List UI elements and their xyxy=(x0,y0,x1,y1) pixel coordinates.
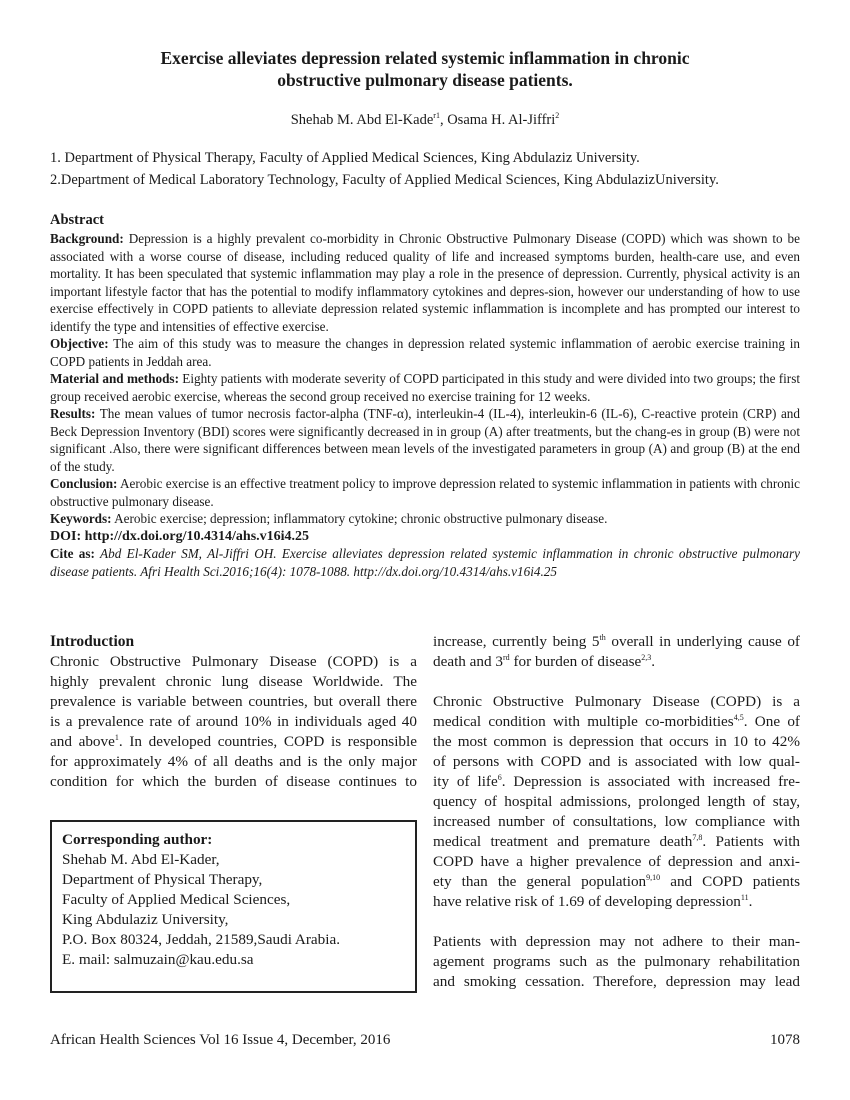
paragraph-break xyxy=(433,912,800,932)
section-text: Eighty patients with moderate severity of COPD participated in this study and were divided into two groups; the first group received aerobic exercise, whereas the second group received no exercise training for 12 weeks. xyxy=(50,371,800,404)
text-segment: . Patients with xyxy=(702,833,801,850)
section-label: Material and methods: xyxy=(50,371,179,386)
corresponding-line: Shehab M. Abd El-Kader, xyxy=(62,851,220,868)
text-segment: and COPD patients xyxy=(660,873,800,890)
text-segment: Patients with depression may not adhere to their man- xyxy=(433,933,800,950)
citation-superscript: th xyxy=(599,633,606,642)
text-line xyxy=(50,672,417,692)
text-segment: . xyxy=(651,653,656,670)
page-number: 1078 xyxy=(770,1032,800,1048)
text-segment: ity of life xyxy=(433,773,498,790)
text-line xyxy=(433,832,800,852)
text-line xyxy=(433,852,800,872)
article-title xyxy=(0,47,850,91)
affiliation-1: 1. Department of Physical Therapy, Faculty of Applied Medical Sciences, King Abdulaziz University. xyxy=(50,150,640,166)
citation-superscript: 9,10 xyxy=(646,873,661,882)
text-segment: have relative risk of 1.69 of developing depression xyxy=(433,893,741,910)
abstract-section-keywords xyxy=(50,510,800,528)
text-line xyxy=(433,892,800,912)
section-label: Results: xyxy=(50,406,96,421)
text-segment: . In developed countries, COPD is responsible xyxy=(118,733,417,750)
text-segment: . xyxy=(748,893,753,910)
text-line xyxy=(433,812,800,832)
text-segment: . Depression is associated with increased fre- xyxy=(501,773,801,790)
corresponding-line: King Abdulaziz University, xyxy=(62,911,229,928)
text-segment: prevalence is variable between countries, but overall there xyxy=(50,693,417,710)
section-text: Aerobic exercise is an effective treatment policy to improve depression related to systemic inflammation in patients with chronic obstructive pulmonary disease. xyxy=(50,476,800,509)
doi-link[interactable]: DOI: http://dx.doi.org/10.4314/ahs.v16i4.25 xyxy=(50,528,310,544)
section-text: The mean values of tumor necrosis factor-alpha (TNF-α), interleukin-4 (IL-4), interleukin-6 (IL-6), C-reactive protein (CRP) and Beck Depression Inventory (BDI) scores were significantly decreased in in group (A) after treatments, but the chang-es in group (B) were not significant .Also, there were significant differences between mean levels of the investigated parameters in group (A) and group (B) at the end of the study. xyxy=(50,406,800,474)
author-list xyxy=(0,112,850,129)
text-segment: for burden of disease xyxy=(509,653,642,670)
citation-superscript: 11 xyxy=(740,893,749,902)
text-segment: Chronic Obstructive Pulmonary Disease (COPD) is a xyxy=(433,693,800,710)
text-segment: overall in underlying cause of xyxy=(605,633,800,650)
text-line xyxy=(433,872,800,892)
introduction-heading: Introduction xyxy=(50,633,135,650)
text-line xyxy=(433,792,800,812)
citation-superscript: 1 xyxy=(114,733,119,742)
text-segment: ety than the general population xyxy=(433,873,647,890)
page-footer xyxy=(50,1032,800,1049)
author-superscript: r1 xyxy=(433,111,440,120)
text-segment: medical condition with multiple co-morbidities xyxy=(433,713,734,730)
text-segment: quency of hospital admissions, prolonged length of stay, xyxy=(433,793,800,810)
cite-text: Abd El-Kader SM, Al-Jiffri OH. Exercise alleviates depression related systemic inflammation in chronic obstructive pulmonary disease patients. Afri Health Sci.2016;16(4): 1078-1088. http://dx.doi.org/10.4314/ahs.v16i4.25 xyxy=(50,546,800,579)
citation-superscript: 6 xyxy=(497,773,502,782)
section-text: The aim of this study was to measure the changes in depression related systemic inflammation of aerobic exercise training in COPD patients in Jeddah area. xyxy=(50,336,800,369)
abstract-section-results xyxy=(50,405,800,475)
corresponding-heading: Corresponding author: xyxy=(62,831,213,848)
section-text: Depression is a highly prevalent co-morbidity in Chronic Obstructive Pulmonary Disease (COPD) which was shown to be associated with a worse course of disease, including reduced quality of life and increased symptoms burden, health-care use, and even mortality. It has been speculated that systemic inflammation may play a role in the presence of depression. Currently, physical activity is an important lifestyle factor that has the potential to modify inflammatory cytokines and depres-sion, however our understanding of how to use exercise effectively in COPD patients to alleviate depression related systemic inflammation is incomplete and has prompted our interest to identify the type and intensities of effective exercise. xyxy=(50,231,800,334)
corresponding-line: P.O. Box 80324, Jeddah, 21589,Saudi Arabia. xyxy=(62,931,341,948)
journal-info: African Health Sciences Vol 16 Issue 4, December, 2016 xyxy=(50,1032,391,1048)
author-name: Shehab M. Abd El-Kade xyxy=(290,112,434,128)
citation xyxy=(50,545,800,580)
text-segment: and above xyxy=(50,733,115,750)
text-segment: death and 3 xyxy=(433,653,504,670)
text-line xyxy=(50,732,417,752)
citation-superscript: rd xyxy=(503,653,510,662)
author-name: , Osama H. Al-Jiffri xyxy=(439,112,556,128)
text-segment: for approximately 4% of all deaths and is the only major xyxy=(50,753,417,770)
text-line xyxy=(50,772,417,792)
abstract-section-background xyxy=(50,230,800,335)
text-segment: increased number of consultations, low compliance with xyxy=(433,813,800,830)
corresponding-author-box xyxy=(50,820,417,993)
citation-superscript: 2,3 xyxy=(641,653,652,662)
section-text: Aerobic exercise; depression; inflammatory cytokine; chronic obstructive pulmonary disease. xyxy=(111,511,608,526)
corresponding-line: Department of Physical Therapy, xyxy=(62,871,263,888)
text-line xyxy=(433,712,800,732)
title-line: obstructive pulmonary disease patients. xyxy=(277,70,573,90)
section-label: Background: xyxy=(50,231,124,246)
text-line xyxy=(433,972,800,992)
text-segment: medical treatment and premature death xyxy=(433,833,693,850)
text-line xyxy=(433,772,800,792)
right-column xyxy=(433,632,800,992)
text-segment: agement programs such as the pulmonary rehabilitation xyxy=(433,953,800,970)
text-segment: . One of xyxy=(743,713,800,730)
paragraph-break xyxy=(433,672,800,692)
text-line xyxy=(50,652,417,672)
text-line xyxy=(433,952,800,972)
section-label: Conclusion: xyxy=(50,476,118,491)
citation-superscript: 7,8 xyxy=(692,833,703,842)
title-line: Exercise alleviates depression related systemic inflammation in chronic xyxy=(160,48,690,68)
corresponding-email[interactable]: E. mail: salmuzain@kau.edu.sa xyxy=(62,951,254,968)
text-segment: COPD have a higher prevalence of depression and anxi- xyxy=(433,853,800,870)
abstract-section-conclusion xyxy=(50,475,800,510)
text-segment: and smoking cessation. Therefore, depression may lead xyxy=(433,973,800,990)
text-line xyxy=(433,692,800,712)
text-line xyxy=(433,732,800,752)
text-line xyxy=(433,752,800,772)
abstract xyxy=(50,210,800,580)
corresponding-line: Faculty of Applied Medical Sciences, xyxy=(62,891,291,908)
text-segment: the most common is depression that occurs in 10 to 42% xyxy=(433,733,800,750)
author-superscript: 2 xyxy=(555,111,560,120)
affiliation-2: 2.Department of Medical Laboratory Technology, Faculty of Applied Medical Sciences, King AbdulazizUniversity. xyxy=(50,172,719,188)
text-segment: highly prevalent chronic lung disease Worldwide. The xyxy=(50,673,417,690)
abstract-section-objective xyxy=(50,335,800,370)
text-line xyxy=(433,632,800,652)
citation-superscript: 4,5 xyxy=(733,713,744,722)
cite-label: Cite as: xyxy=(50,546,95,561)
text-segment: condition for which the burden of disease continues to xyxy=(50,773,417,790)
abstract-section-material-and-methods xyxy=(50,370,800,405)
text-segment: is a prevalence rate of around 10% in individuals aged 40 xyxy=(50,713,417,730)
text-line xyxy=(50,752,417,772)
text-line xyxy=(50,692,417,712)
text-line xyxy=(433,652,800,672)
text-line xyxy=(433,932,800,952)
text-line xyxy=(50,712,417,732)
text-segment: Chronic Obstructive Pulmonary Disease (COPD) is a xyxy=(50,653,417,670)
text-segment: increase, currently being 5 xyxy=(433,633,600,650)
text-segment: of persons with COPD and is associated with low qual- xyxy=(433,753,800,770)
section-label: Keywords: xyxy=(50,511,112,526)
abstract-heading: Abstract xyxy=(50,212,104,228)
left-column xyxy=(50,632,417,792)
section-label: Objective: xyxy=(50,336,109,351)
